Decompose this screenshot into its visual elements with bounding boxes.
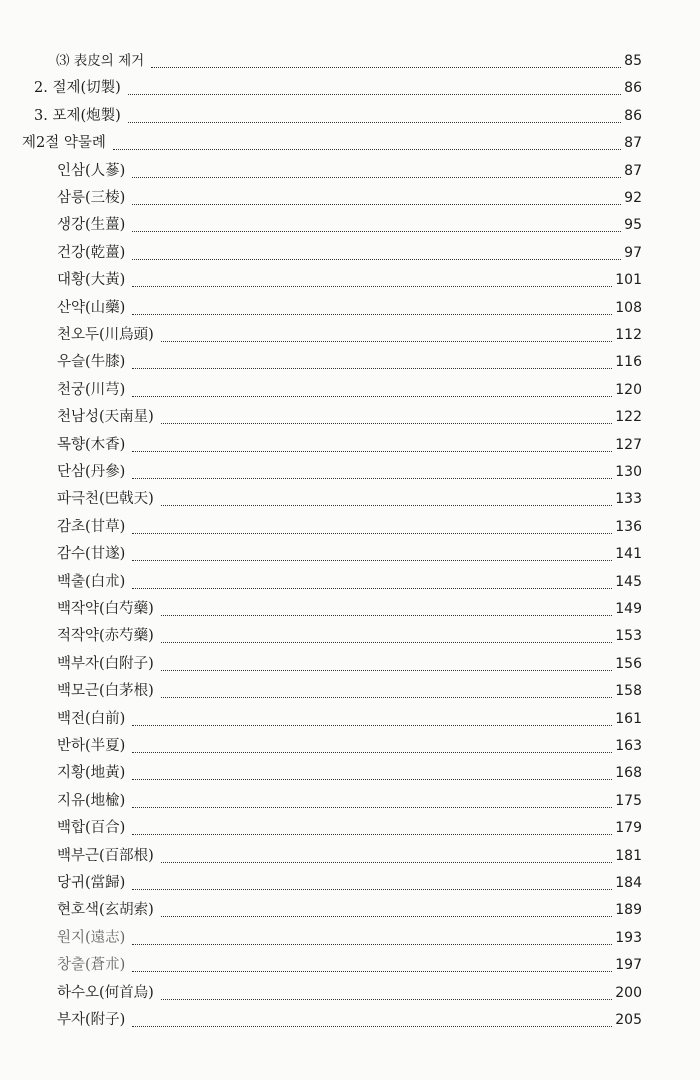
toc-entry-page-number: 86 — [624, 107, 642, 124]
dot-leader — [161, 999, 612, 1000]
toc-entry[interactable] — [57, 982, 642, 1004]
toc-entry[interactable] — [57, 297, 642, 319]
dot-leader — [132, 807, 612, 808]
toc-entry[interactable] — [56, 50, 642, 72]
toc-entry[interactable] — [57, 516, 642, 538]
dot-leader — [132, 368, 612, 369]
dot-leader — [161, 505, 612, 506]
dot-leader — [132, 779, 612, 780]
dot-leader — [132, 889, 612, 890]
dot-leader — [132, 971, 612, 972]
toc-entry-page-number: 122 — [615, 409, 642, 426]
toc-entry-label: 백출(白朮) — [57, 573, 126, 590]
toc-entry-label: 생강(生薑) — [57, 217, 126, 234]
toc-entry[interactable] — [57, 187, 642, 209]
toc-entry-page-number: 101 — [615, 272, 642, 289]
dot-leader — [161, 697, 612, 698]
toc-entry-page-number: 87 — [624, 162, 642, 179]
toc-entry-page-number: 130 — [615, 464, 642, 480]
dot-leader — [161, 670, 612, 671]
toc-entry[interactable] — [57, 1009, 642, 1031]
toc-entry-label: 창출(蒼朮) — [57, 957, 126, 974]
toc-entry-page-number: 175 — [615, 792, 642, 809]
dot-leader — [161, 862, 612, 863]
toc-entry-label: 천오두(川烏頭) — [57, 327, 154, 343]
toc-entry[interactable] — [57, 160, 642, 182]
toc-entry-page-number: 95 — [624, 217, 642, 234]
toc-entry-label: 하수오(何首烏) — [57, 984, 154, 1001]
dot-leader — [132, 752, 612, 753]
toc-entry-label: 삼릉(三棱) — [57, 190, 126, 206]
toc-entry-label: 3. 포제(炮製) — [34, 107, 121, 124]
toc-entry[interactable] — [57, 571, 642, 593]
toc-entry[interactable] — [57, 434, 642, 456]
dot-leader — [132, 396, 612, 397]
dot-leader — [132, 314, 612, 315]
toc-entry[interactable] — [57, 324, 642, 346]
toc-entry-page-number: 85 — [624, 53, 642, 69]
toc-entry[interactable] — [57, 242, 642, 264]
toc-entry-page-number: 141 — [615, 546, 642, 563]
toc-entry-page-number: 158 — [615, 683, 642, 700]
toc-entry-label: 대황(大黃) — [57, 272, 126, 289]
toc-entry-page-number: 149 — [615, 601, 642, 617]
toc-entry[interactable] — [57, 790, 642, 812]
toc-entry[interactable] — [57, 735, 642, 757]
toc-entry-label: 반하(半夏) — [57, 738, 126, 754]
toc-entry-label: 천남성(天南星) — [57, 409, 154, 426]
toc-entry-page-number: 116 — [615, 354, 642, 371]
toc-entry[interactable] — [57, 817, 642, 839]
dot-leader — [113, 149, 621, 150]
toc-entry-page-number: 87 — [624, 135, 642, 152]
dot-leader — [161, 423, 612, 424]
toc-entry-page-number: 127 — [615, 436, 642, 453]
toc-entry-label: 당귀(當歸) — [57, 875, 126, 891]
dot-leader — [128, 122, 621, 123]
toc-entry-label: 현호색(玄胡索) — [57, 902, 154, 919]
toc-entry[interactable] — [57, 899, 642, 921]
toc-entry-page-number: 200 — [615, 984, 642, 1001]
toc-entry-page-number: 136 — [615, 518, 642, 535]
toc-entry[interactable] — [57, 927, 642, 949]
toc-entry-page-number: 156 — [615, 655, 642, 672]
toc-entry-label: 백합(百合) — [57, 820, 126, 837]
toc-entry[interactable] — [22, 132, 642, 154]
toc-entry-label: 산약(山藥) — [57, 299, 126, 316]
toc-entry-page-number: 205 — [615, 1012, 642, 1028]
toc-entry-label: 부자(附子) — [57, 1012, 126, 1028]
dot-leader — [132, 204, 621, 205]
toc-entry-page-number: 92 — [624, 190, 642, 206]
toc-entry-label: 지유(地楡) — [57, 792, 126, 809]
dot-leader — [132, 725, 612, 726]
dot-leader — [132, 451, 612, 452]
toc-entry-label: 감초(甘草) — [57, 518, 126, 535]
toc-entry-page-number: 145 — [615, 573, 642, 590]
toc-entry-page-number: 189 — [615, 902, 642, 919]
toc-entry-label: 지황(地黃) — [57, 765, 126, 782]
dot-leader — [132, 177, 621, 178]
toc-entry-label: 적작약(赤芍藥) — [57, 628, 154, 645]
toc-entry-label: 천궁(川芎) — [57, 381, 126, 398]
toc-entry-page-number: 193 — [615, 929, 642, 946]
toc-entry-label: ⑶ 表皮의 제거 — [56, 53, 145, 69]
dot-leader — [132, 560, 612, 561]
toc-entry-label: 파극천(巴戟天) — [57, 491, 154, 508]
dot-leader — [132, 834, 612, 835]
dot-leader — [132, 1026, 612, 1027]
toc-entry-label: 2. 절제(切製) — [34, 80, 121, 97]
toc-entry[interactable] — [57, 488, 642, 510]
toc-entry[interactable] — [34, 105, 642, 127]
toc-entry-page-number: 179 — [615, 820, 642, 837]
toc-entry-page-number: 108 — [615, 299, 642, 316]
dot-leader — [128, 94, 621, 95]
dot-leader — [132, 231, 621, 232]
toc-entry[interactable] — [57, 351, 642, 373]
toc-entry[interactable] — [57, 406, 642, 428]
toc-entry[interactable] — [57, 269, 642, 291]
toc-entry-label: 인삼(人蔘) — [57, 162, 126, 179]
toc-entry-label: 백부근(百部根) — [57, 847, 154, 864]
toc-entry-label: 백전(白前) — [57, 710, 126, 727]
toc-entry-label: 감수(甘遂) — [57, 546, 126, 563]
toc-entry[interactable] — [57, 680, 642, 702]
toc-entry[interactable] — [57, 543, 642, 565]
toc-entry-page-number: 86 — [624, 80, 642, 97]
toc-entry-label: 백작약(白芍藥) — [57, 601, 154, 617]
toc-entry-page-number: 163 — [615, 738, 642, 754]
toc-entry[interactable] — [57, 954, 642, 976]
dot-leader — [161, 341, 612, 342]
toc-entry-page-number: 184 — [615, 875, 642, 891]
dot-leader — [132, 286, 612, 287]
toc-entry-page-number: 112 — [615, 327, 642, 343]
toc-entry[interactable] — [57, 461, 642, 483]
toc-entry[interactable] — [57, 653, 642, 675]
toc-entry-page-number: 161 — [615, 710, 642, 727]
dot-leader — [132, 259, 621, 260]
dot-leader — [161, 916, 612, 917]
toc-entry-page-number: 120 — [615, 381, 642, 398]
toc-entry[interactable] — [57, 625, 642, 647]
toc-entry-label: 우슬(牛膝) — [57, 354, 126, 371]
toc-entry[interactable] — [57, 214, 642, 236]
toc-entry-label: 원지(遠志) — [57, 929, 126, 946]
toc-entry[interactable] — [34, 77, 642, 99]
toc-entry-label: 목향(木香) — [57, 436, 126, 453]
toc-entry-page-number: 197 — [615, 957, 642, 974]
toc-entry-page-number: 133 — [615, 491, 642, 508]
toc-entry-label: 건강(乾薑) — [57, 244, 126, 261]
toc-entry[interactable] — [57, 379, 642, 401]
toc-entry-label: 백모근(白茅根) — [57, 683, 154, 700]
toc-entry-label: 백부자(白附子) — [57, 655, 154, 672]
dot-leader — [132, 588, 612, 589]
toc-entry-label: 제2절 약물례 — [22, 135, 106, 152]
toc-entry-page-number: 97 — [624, 244, 642, 261]
dot-leader — [132, 533, 612, 534]
toc-entry-label: 단삼(丹參) — [57, 464, 126, 480]
toc-entry-page-number: 181 — [615, 847, 642, 864]
dot-leader — [161, 642, 612, 643]
dot-leader — [161, 615, 612, 616]
toc-entry[interactable] — [57, 598, 642, 620]
dot-leader — [132, 944, 612, 945]
toc-entry[interactable] — [57, 872, 642, 894]
dot-leader — [132, 478, 612, 479]
toc-entry-page-number: 153 — [615, 628, 642, 645]
toc-entry[interactable] — [57, 708, 642, 730]
toc-entry-page-number: 168 — [615, 765, 642, 782]
dot-leader — [151, 67, 621, 68]
toc-entry[interactable] — [57, 762, 642, 784]
toc-entry[interactable] — [57, 845, 642, 867]
